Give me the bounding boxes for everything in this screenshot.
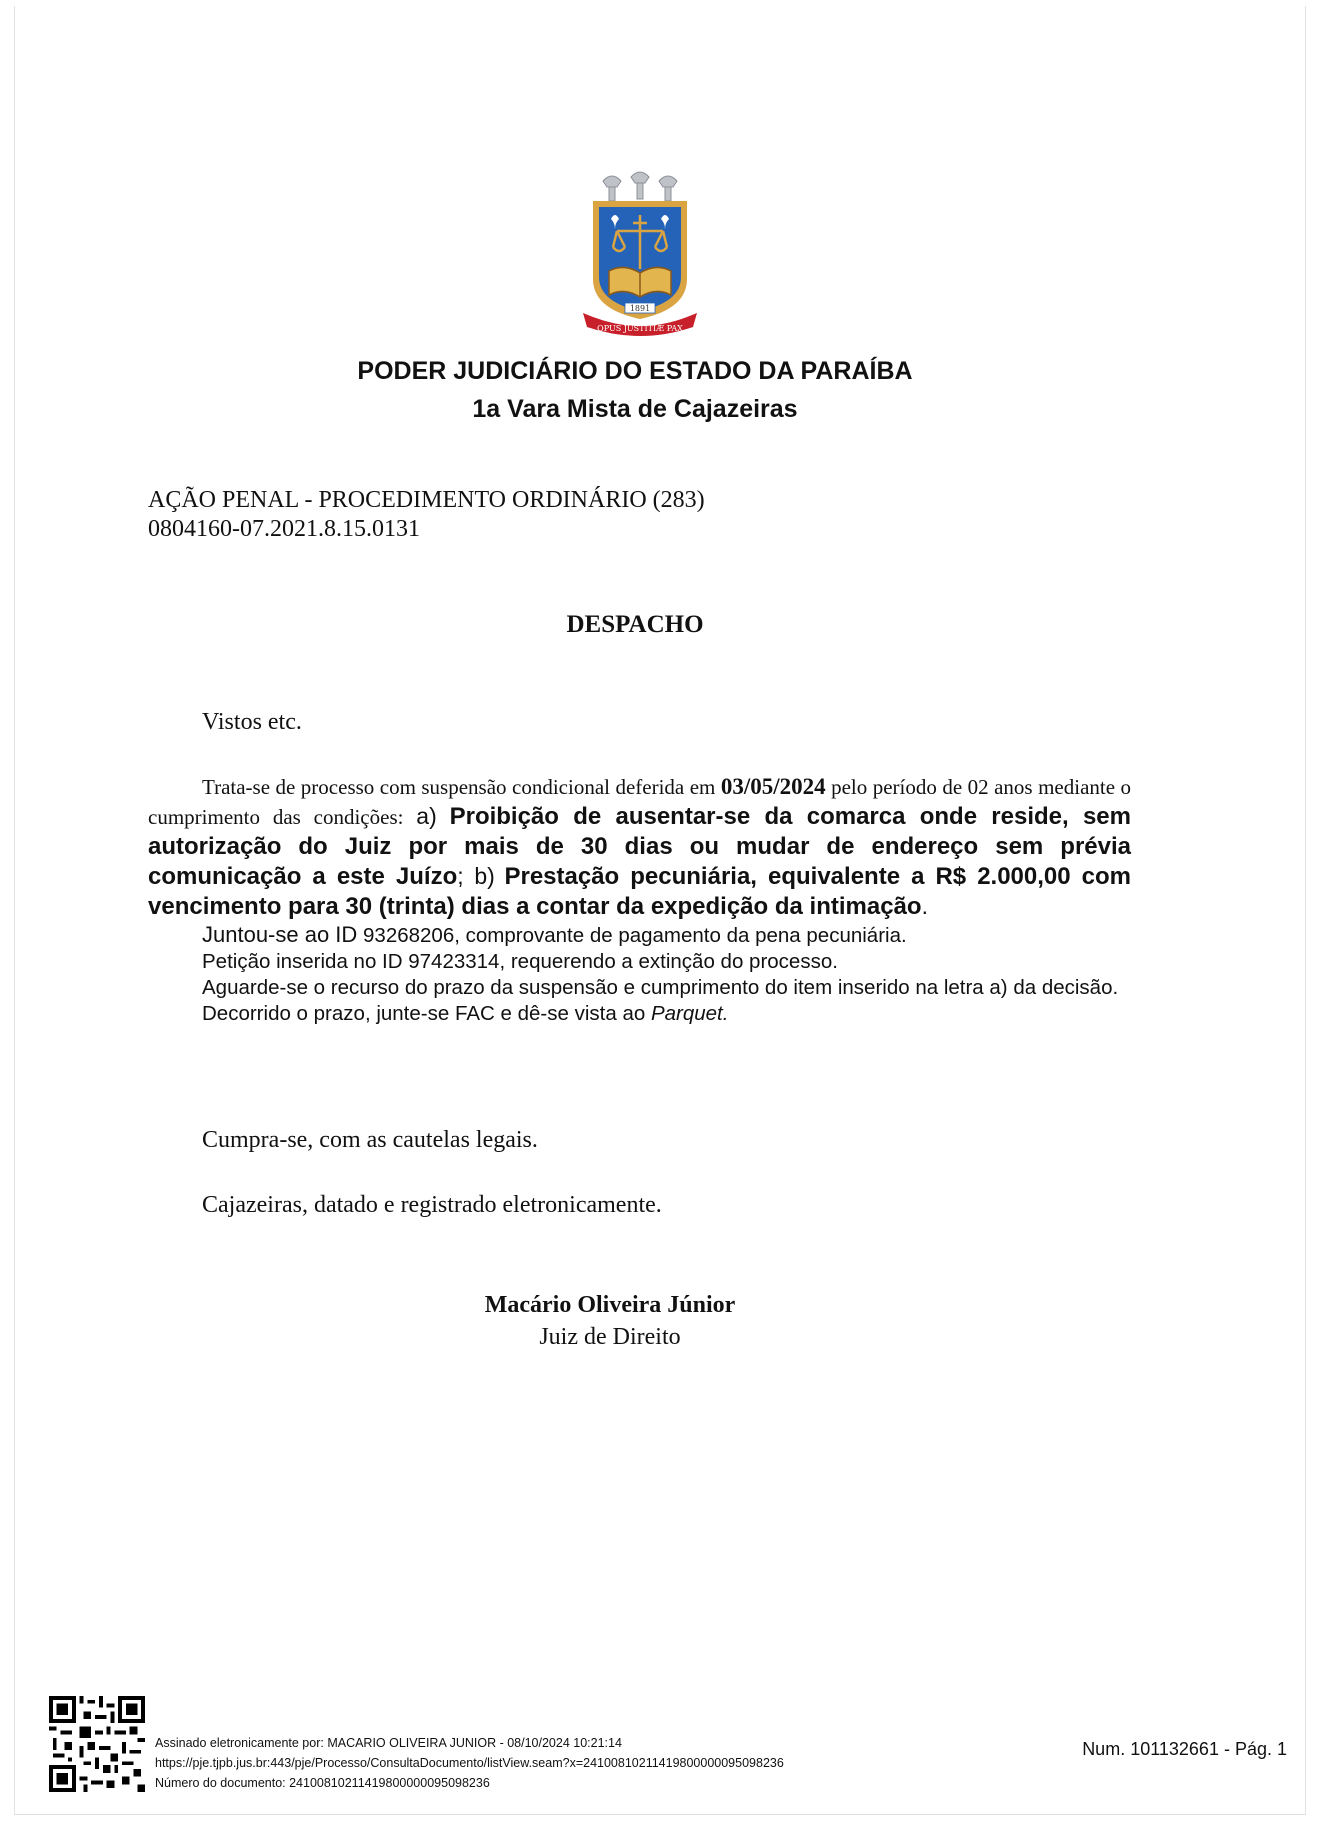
signature-footer [155,1733,784,1793]
juntou-rest: 93268206, comprovante de pagamento da pena pecuniária. [363,924,907,947]
process-class: AÇÃO PENAL - PROCEDIMENTO ORDINÁRIO (283) [148,487,705,513]
line-decorrido [148,1001,1131,1027]
line-peticao: Petição inserida no ID 97423314, requerendo a extinção do processo. [202,950,838,973]
p1-b-text: Prestação pecuniária, equivalente a R$ 2.000,00 com vencimento para 30 (trinta) dias a contar da expedição da intimação [148,863,1132,920]
decorrido-prefix: Decorrido o prazo, junte-se FAC e dê-se vista ao [202,1002,646,1025]
p1-date: 03/05/2024 [720,774,826,799]
juntou-prefix: Juntou-se ao ID [202,922,358,947]
line-aguarde: Aguarde-se o recurso do prazo da suspensão e cumprimento do item inserido na letra a) da decisão. [202,976,1119,999]
footer-signed-by: Assinado eletronicamente por: MACARIO OLIVEIRA JUNIOR - 08/10/2024 10:21:14 [155,1736,622,1750]
p1-after-date: pelo período de 02 anos mediante o cumprimento das condições: [148,775,1132,829]
p1-end: . [921,893,928,919]
court-vara: 1a Vara Mista de Cajazeiras [472,395,798,423]
line-juntou [148,922,1131,949]
p1-intro: Trata-se de processo com suspensão condicional deferida em [202,775,716,799]
p1-a-text: Proibição de ausentar-se da comarca onde reside, sem autorização do Juiz por mais de 30 dias ou mudar de endereço sem prévia comunicação a este Juízo [148,803,1131,890]
judge-name: Macário Oliveira Júnior [484,1292,736,1318]
process-number: 0804160-07.2021.8.15.0131 [148,516,420,542]
document-page [14,6,1306,1815]
footer-url[interactable]: https://pje.tjpb.jus.br:443/pje/Processo/ConsultaDocumento/listView.seam?x=24100810211419800000095098236 [155,1756,784,1770]
decorrido-italic: Parquet. [650,1002,729,1025]
closing-cumpra: Cumpra-se, com as cautelas legais. [202,1127,538,1153]
process-info [148,486,705,544]
coat-of-arms-icon [575,171,705,341]
page-reference: Num. 101132661 - Pág. 1 [1082,1739,1287,1759]
qr-code-icon [49,1696,145,1792]
document-body [148,772,1131,1027]
paragraph-conditions [148,772,1131,922]
footer-doc-number: Número do documento: 24100810211419800000095098236 [155,1776,490,1790]
crest-motto: OPUS JUSTITIÆ PAX [597,324,683,333]
judge-role: Juiz de Direito [539,1324,681,1350]
closing-local: Cajazeiras, datado e registrado eletronicamente. [202,1192,662,1218]
p1-b-label: ; b) [457,863,495,889]
crest-year: 1891 [629,304,651,313]
court-name: PODER JUDICIÁRIO DO ESTADO DA PARAÍBA [357,357,913,385]
document-title: DESPACHO [566,611,704,638]
greeting: Vistos etc. [202,709,302,735]
p1-a-label: a) [416,803,437,829]
